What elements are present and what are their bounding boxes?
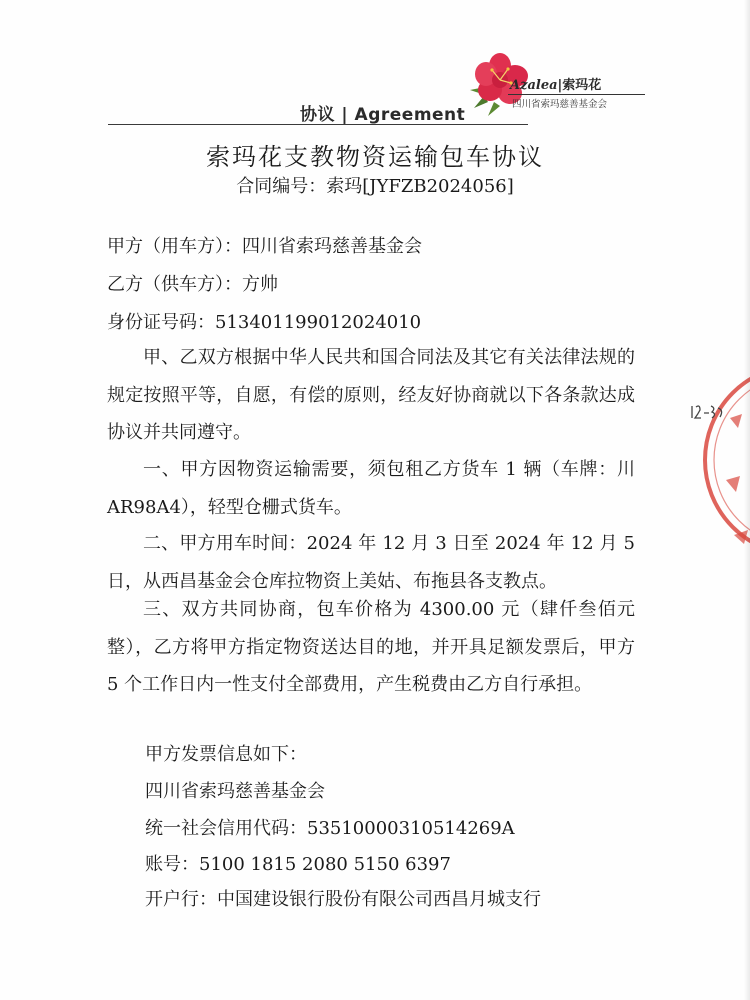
clause-intro-text: 甲、乙双方根据中华人民共和国合同法及其它有关法律法规的规定按照平等，自愿，有偿的原则，经友好协商就以下各条款达成协议并共同遵守。 <box>107 347 635 443</box>
logo-name-en: Azalea <box>510 78 558 93</box>
clause-1 <box>107 451 635 526</box>
invoice-heading: 甲方发票信息如下： <box>145 744 307 765</box>
logo-subtitle: 四川省索玛慈善基金会 <box>512 99 608 110</box>
clause-1-text: 一、甲方因物资运输需要，须包租乙方货车 1 辆（车牌：川 AR98A4），轻型仓栅式货车。 <box>107 459 635 518</box>
document-title: 索玛花支教物资运输包车协议 <box>206 143 544 171</box>
clause-2 <box>107 525 635 600</box>
party-b: 乙方（供车方）：方帅 <box>107 274 278 295</box>
foundation-logo <box>470 50 645 120</box>
party-a: 甲方（用车方）：四川省索玛慈善基金会 <box>107 236 422 257</box>
logo-name-cn: 索玛花 <box>562 78 602 93</box>
scan-edge-shadow <box>744 0 750 1000</box>
clause-intro <box>107 339 635 452</box>
invoice-account: 账号：5100 1815 2080 5150 6397 <box>145 854 451 875</box>
header-rule <box>108 124 528 125</box>
invoice-company: 四川省索玛慈善基金会 <box>145 781 325 802</box>
handwritten-date-drawing <box>690 402 726 422</box>
clause-3-text: 三、双方共同协商，包车价格为 4300.00 元（肆仟叁佰元整），乙方将甲方指定物资送达目的地，并开具足额发票后，甲方 5 个工作日内一性支付全部费用，产生税费由乙方自行承担。 <box>107 599 635 695</box>
logo-divider <box>508 94 645 95</box>
contract-number: 合同编号：索玛[JYFZB2024056] <box>236 176 514 197</box>
agreement-header-label: 协议 | Agreement <box>300 105 466 125</box>
invoice-bank: 开户行：中国建设银行股份有限公司西昌月城支行 <box>145 889 541 910</box>
logo-separator: | <box>557 78 563 93</box>
logo-title <box>510 74 645 94</box>
clause-3 <box>107 591 635 704</box>
handwritten-date-note <box>690 402 726 422</box>
red-seal-fragment <box>690 330 750 590</box>
clause-2-text: 二、甲方用车时间：2024 年 12 月 3 日至 2024 年 12 月 5 日，从西昌基金会仓库拉物资上美姑、布拖县各支教点。 <box>107 533 635 592</box>
id-number: 身份证号码：513401199012024010 <box>107 312 422 333</box>
invoice-credit-code: 统一社会信用代码：53510000310514269A <box>145 818 515 839</box>
